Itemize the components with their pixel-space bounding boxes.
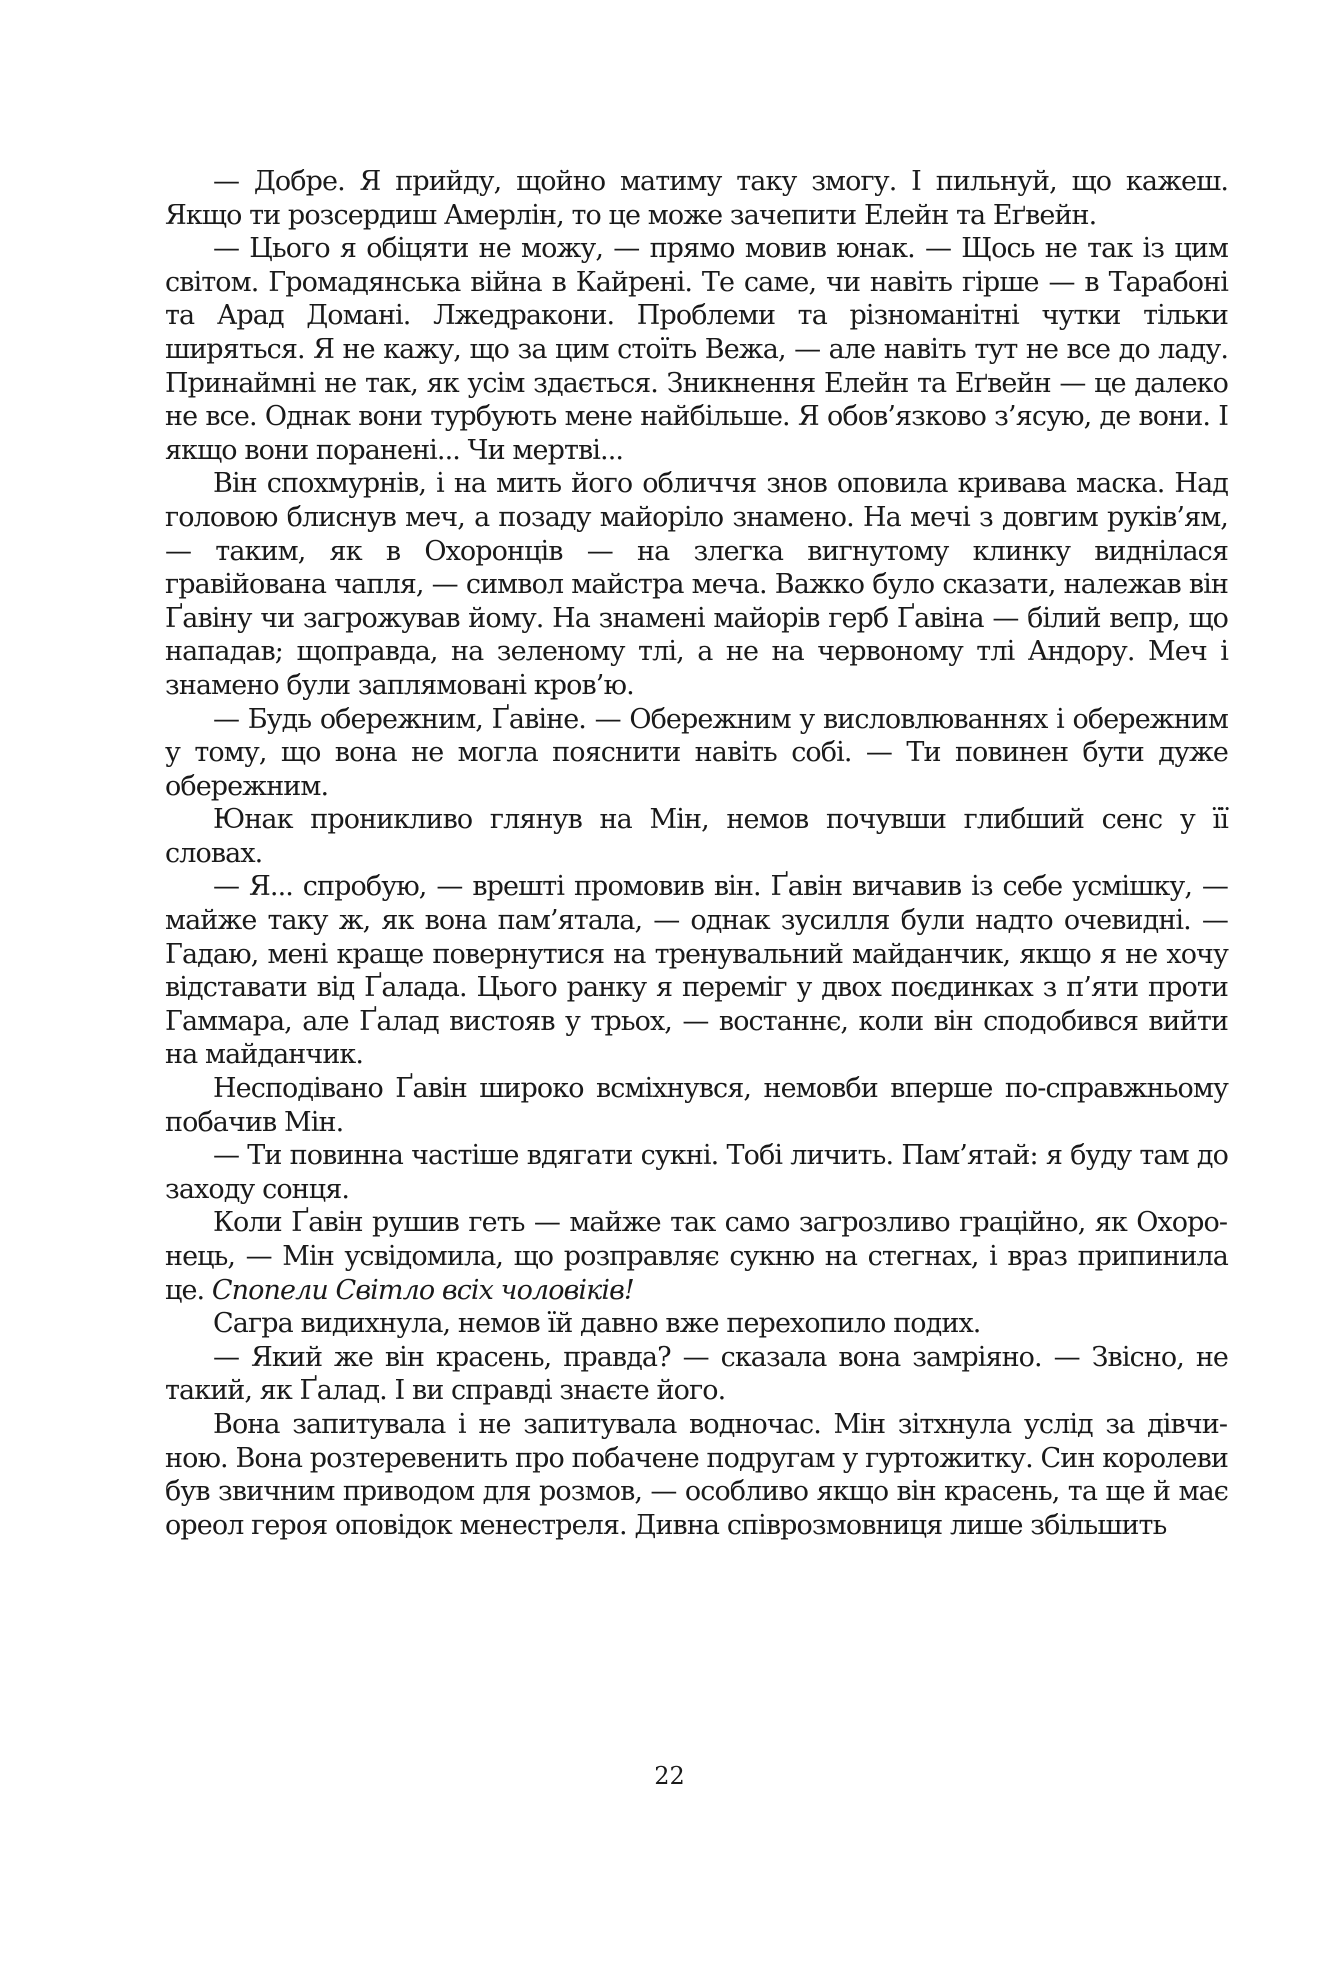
paragraph-text: Коли Ґавін рушив геть — майже так само загрозливо граційно, як Охоронець, — Мін усвідомила, що розправляє сукню на стегнах, і враз припинила це. bbox=[165, 1207, 1228, 1306]
paragraph: Юнак проникливо глянув на Мін, немов почувши глибший сенс у її словах. bbox=[165, 804, 1228, 869]
paragraph: — Я... спробую, — врешті промовив він. Ґавін вичавив із себе усмішку, — майже таку ж, як вона пам’ятала, — однак зусилля були надто очевидні. — Гадаю, мені краще повернутися на тренувальний майданчик, якщо я не хочу відставати від Ґалада. Цього ранку я переміг у двох поєдинках з п’яти проти Гаммара, але Ґалад вистояв у трьох, — востаннє, коли він сподобився вийти на майданчик. bbox=[165, 871, 1228, 1071]
paragraph: — Ти повинна частіше вдягати сукні. Тобі личить. Пам’ятай: я буду там до заходу сонця. bbox=[165, 1140, 1228, 1205]
paragraph: Він спохмурнів, і на мить його обличчя знов оповила кривава маска. Над головою блиснув меч, а позаду майоріло знамено. На мечі з довгим руків’ям, — таким, як в Охоронців — на злегка вигнутому клинку виднілася гравійована чапля, — символ майстра меча. Важко було сказати, належав він Ґавіну чи загрожував йому. На знамені майорів герб Ґавіна — білий вепр, що нападав; щоправда, на зеленому тлі, а не на червоному тлі Андору. Меч і знамено були заплямовані кров’ю. bbox=[165, 468, 1228, 701]
paragraph-with-italic bbox=[165, 1206, 1228, 1307]
book-page-body bbox=[165, 165, 1228, 1542]
paragraph: Несподівано Ґавін широко всміхнувся, немовби вперше по-справжньому побачив Мін. bbox=[165, 1073, 1228, 1138]
paragraph: Вона запитувала і не запитувала водночас. Мін зітхнула услід за дівчиною. Вона розтеревенить про побачене подругам у гуртожитку. Син королеви був звичним приводом для розмов, — особливо якщо він красень, та ще й має ореол героя оповідок менестреля. Дивна співрозмовниця лише збільшить bbox=[165, 1408, 1228, 1541]
italic-thought: Спопели Світло всіх чоловіків! bbox=[211, 1274, 634, 1306]
paragraph: — Добре. Я прийду, щойно матиму таку змогу. І пильнуй, що кажеш. Якщо ти розсердиш Амерлін, то це може зачепити Елейн та Еґвейн. bbox=[165, 166, 1228, 231]
paragraph: — Цього я обіцяти не можу, — прямо мовив юнак. — Щось не так із цим світом. Громадянська війна в Кайрені. Те саме, чи навіть гірше — в Тарабоні та Арад Домані. Лжедракони. Проблеми та різноманітні чутки тільки ширяться. Я не кажу, що за цим стоїть Вежа, — але навіть тут не все до ладу. Принаймні не так, як усім здається. Зникнення Елейн та Еґвейн — це далеко не все. Однак вони турбують мене найбільше. Я обов’язково з’ясую, де вони. І якщо вони поранені... Чи мертві... bbox=[165, 233, 1228, 466]
paragraph: Сагра видихнула, немов їй давно вже перехопило подих. bbox=[213, 1308, 981, 1340]
paragraph: — Будь обережним, Ґавіне. — Обережним у висловлюваннях і обережним у тому, що вона не могла пояснити навіть собі. — Ти повинен бути дуже обережним. bbox=[165, 703, 1228, 802]
paragraph: — Який же він красень, правда? — сказала вона замріяно. — Звісно, не такий, як Ґалад. І ви справді знаєте його. bbox=[165, 1341, 1228, 1407]
page-number: 22 bbox=[654, 1762, 685, 1790]
